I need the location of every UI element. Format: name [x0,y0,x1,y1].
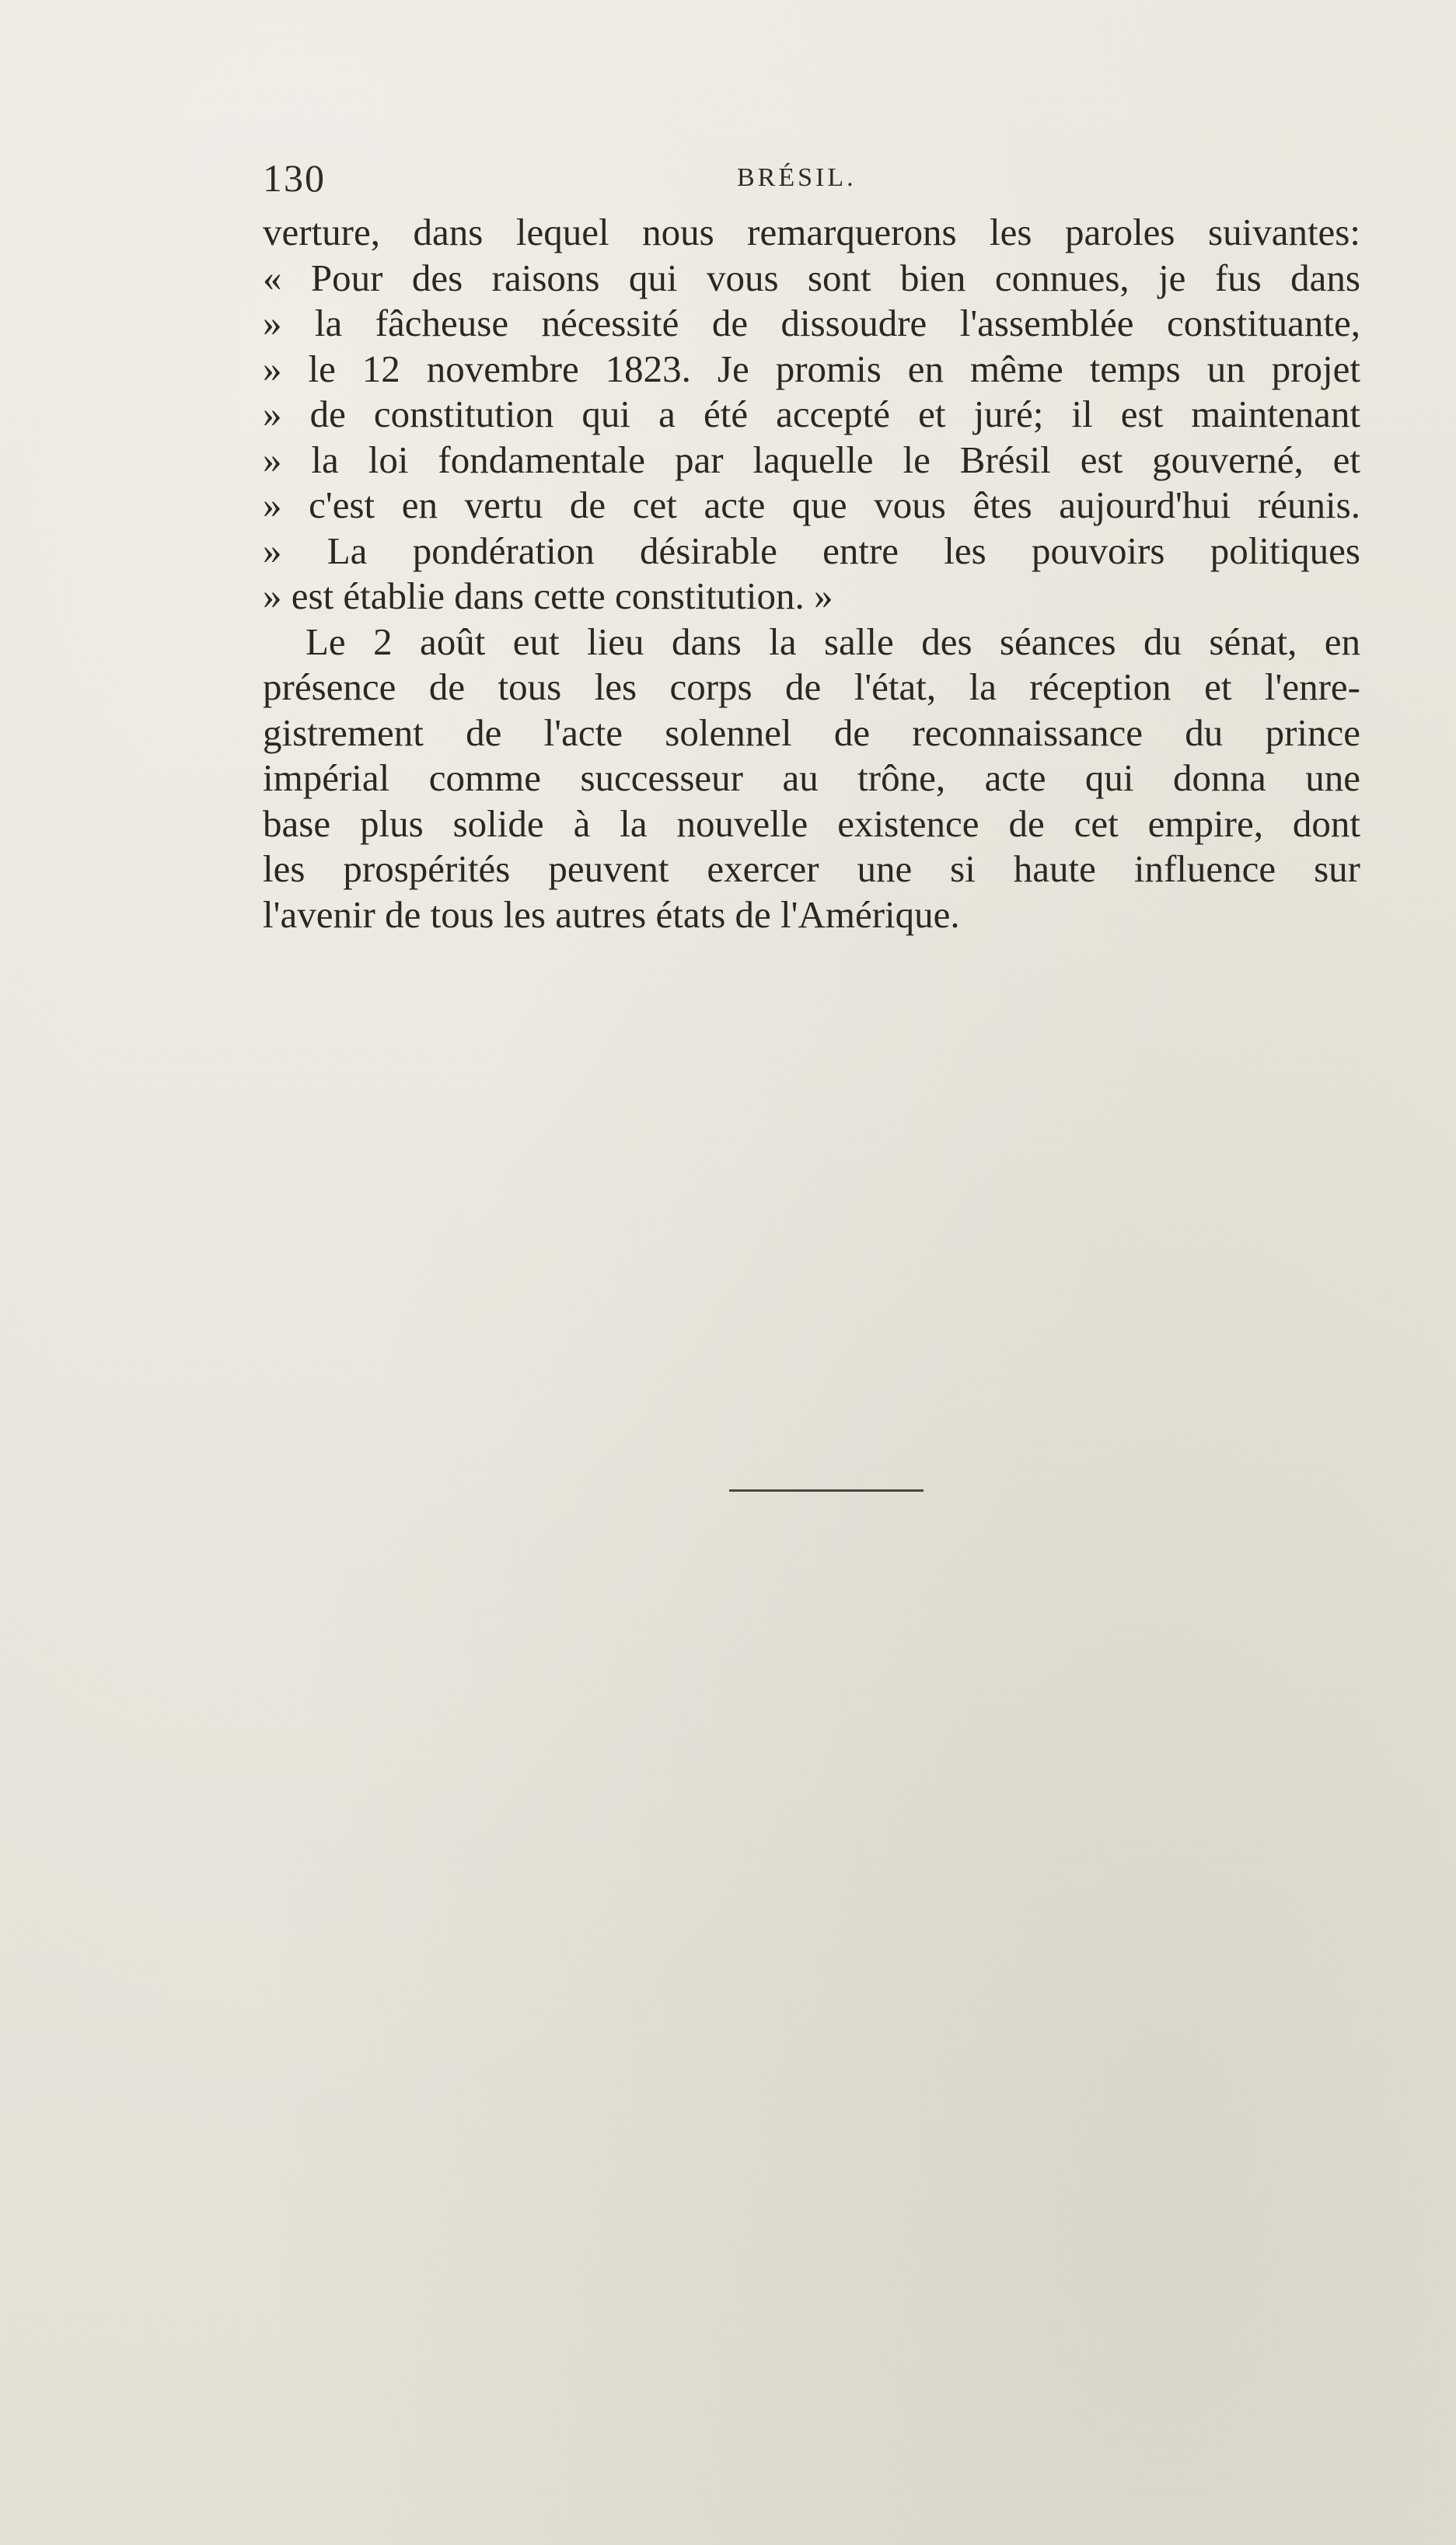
text-line: l'avenir de tous les autres états de l'Amérique. [263,892,960,936]
text-line: « Pour des raisons qui vous sont bien connues, je fus dans [263,256,1360,299]
text-line: impérial comme successeur au trône, acte qui donna une [263,756,1360,799]
text-line: » est établie dans cette constitution. » [263,574,833,617]
text-line: Le 2 août eut lieu dans la salle des séances du sénat, en [306,620,1360,663]
text-line: gistrement de l'acte solennel de reconnaissance du prince [263,710,1360,754]
text-line: les prospérités peuvent exercer une si haute influence sur [263,847,1360,890]
text-line: » le 12 novembre 1823. Je promis en même temps un projet [263,347,1360,390]
text-line: » La pondération désirable entre les pouvoirs politiques [263,529,1360,572]
text-line: » la fâcheuse nécessité de dissoudre l'assemblée constituante, [263,302,1360,344]
running-head: BRÉSIL. [737,163,857,192]
text-line: » c'est en vertu de cet acte que vous êtes aujourd'hui réunis. [263,484,1360,526]
section-end-rule [729,1489,924,1492]
text-line: » de constitution qui a été accepté et juré; il est maintenant [263,393,1360,435]
text-line: présence de tous les corps de l'état, la réception et l'enre- [263,665,1360,708]
text-line: base plus solide à la nouvelle existence de cet empire, dont [263,801,1360,845]
text-line: verture, dans lequel nous remarquerons les paroles suivantes: [263,211,1360,253]
page-number: 130 [263,156,326,200]
body-text [263,210,1360,937]
text-line: » la loi fondamentale par laquelle le Brésil est gouverné, et [263,438,1360,481]
page-header [263,155,1359,202]
